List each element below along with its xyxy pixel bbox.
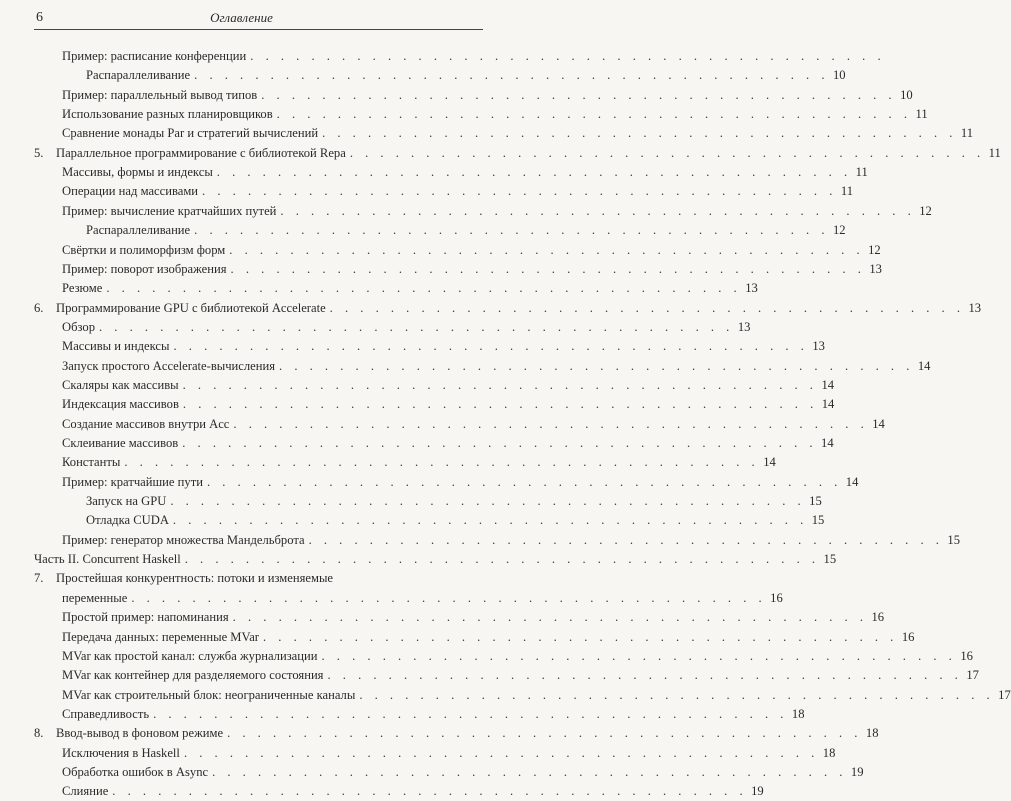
dot-leader: . . . . . . . . . . . . . . . . . . . . . . . . . . . . . . . . . . . . . . . . . .	[227, 726, 862, 741]
page-ref: 18	[822, 745, 836, 760]
entry-title: Часть II. Concurrent Haskell	[34, 552, 181, 567]
dot-leader: . . . . . . . . . . . . . . . . . . . . . . . . . . . . . . . . . . . . . . . . . .	[99, 319, 734, 334]
page-ref: 16	[770, 590, 783, 605]
toc-entry	[62, 530, 960, 550]
dot-leader: . . . . . . . . . . . . . . . . . . . . . . . . . . . . . . . . . . . . . . . . . .	[182, 397, 818, 412]
entry-title: Пример: вычисление кратчайших путей	[62, 203, 277, 218]
page-ref: 13	[812, 339, 825, 354]
entry-title: Свёртки и полиморфизм форм	[62, 242, 226, 257]
toc-entry	[62, 104, 928, 124]
entry-title: Справедливость	[62, 706, 150, 721]
toc-entry	[62, 317, 751, 337]
toc-entry	[62, 607, 885, 627]
toc-entry	[62, 85, 913, 105]
toc-entry	[62, 259, 882, 279]
page-ref: 16	[960, 648, 973, 663]
dot-leader: . . . . . . . . . . . . . . . . . . . . . . . . . . . . . . . . . . . . . . . . . .	[153, 706, 788, 721]
entry-title: Сравнение монады Par и стратегий вычислений	[62, 126, 319, 141]
page-ref: 17	[966, 668, 979, 683]
chapter-number: 5.	[34, 145, 44, 160]
header-rule	[34, 29, 483, 30]
entry-title: Создание массивов внутри Acc	[62, 416, 230, 431]
page-ref: 19	[751, 784, 764, 799]
entry-title: Обзор	[62, 319, 95, 334]
page-ref: 14	[763, 455, 776, 470]
dot-leader: . . . . . . . . . . . . . . . . . . . . . . . . . . . . . . . . . . . . . . . . . .	[229, 242, 865, 257]
dot-leader: . . . . . . . . . . . . . . . . . . . . . . . . . . . . . . . . . . . . . . . . . .	[216, 165, 852, 180]
dot-leader: . . . . . . . . . . . . . . . . . . . . . . . . . . . . . . . . . . . . . . . . . .	[194, 223, 829, 238]
dot-leader: . . . . . . . . . . . . . . . . . . . . . . . . . . . . . . . . . . . . . . . . . .	[250, 49, 886, 63]
dot-leader: . . . . . . . . . . . . . . . . . . . . . . . . . . . . . . . . . . . . . . . . . .	[182, 436, 818, 450]
dot-leader: . . . . . . . . . . . . . . . . . . . . . . . . . . . . . . . . . . . . . . . . . .	[261, 87, 897, 102]
toc-entry	[62, 781, 764, 801]
page-ref: 14	[845, 474, 859, 489]
toc-chapter-entry	[34, 723, 879, 743]
page-ref: 19	[850, 764, 864, 779]
chapter-number: 7.	[34, 571, 44, 586]
dot-leader: . . . . . . . . . . . . . . . . . . . . . . . . . . . . . . . . . . . . . . . . . .	[183, 745, 819, 760]
entry-title: Слияние	[62, 784, 109, 799]
toc-chapter-entry	[34, 568, 483, 588]
toc-entry	[62, 627, 915, 647]
entry-title: Пример: кратчайшие пути	[62, 474, 203, 489]
page-ref: 12	[832, 223, 846, 238]
entry-title: Ввод-вывод в фоновом режиме	[56, 726, 224, 741]
toc-entry	[62, 278, 758, 298]
dot-leader: . . . . . . . . . . . . . . . . . . . . . . . . . . . . . . . . . . . . . . . . . .	[206, 474, 842, 489]
toc-entry	[62, 336, 825, 356]
dot-leader: . . . . . . . . . . . . . . . . . . . . . . . . . . . . . . . . . . . . . . . . . .	[170, 494, 806, 509]
entry-title: MVar как простой канал: служба журнализации	[62, 648, 318, 663]
entry-title: Пример: расписание конференции	[62, 49, 247, 63]
toc-entry	[86, 220, 846, 240]
page-ref: 13	[869, 261, 882, 276]
page-ref: 13	[745, 281, 758, 296]
dot-leader: . . . . . . . . . . . . . . . . . . . . . . . . . . . . . . . . . . . . . . . . . .	[182, 377, 818, 392]
entry-title: Константы	[62, 455, 121, 470]
dot-leader: . . . . . . . . . . . . . . . . . . . . . . . . . . . . . . . . . . . . . . . . . .	[232, 610, 868, 625]
page-ref: 15	[947, 532, 960, 547]
dot-leader: . . . . . . . . . . . . . . . . . . . . . . . . . . . . . . . . . . . . . . . . . .	[359, 687, 995, 702]
page-ref: 15	[823, 552, 837, 567]
dot-leader: . . . . . . . . . . . . . . . . . . . . . . . . . . . . . . . . . . . . . . . . . .	[184, 552, 820, 567]
page-ref: 10	[832, 68, 846, 83]
chapter-number: 8.	[34, 726, 44, 741]
page-ref: 14	[821, 397, 835, 412]
dot-leader: . . . . . . . . . . . . . . . . . . . . . . . . . . . . . . . . . . . . . . . . . .	[321, 648, 957, 663]
toc-entry	[62, 704, 805, 724]
entry-title: Простейшая конкурентность: потоки и изменяемые	[56, 571, 334, 586]
entry-title: Передача данных: переменные MVar	[62, 629, 259, 644]
toc-entry	[62, 452, 776, 472]
toc-chapter-entry	[34, 298, 982, 318]
toc-entry	[62, 646, 973, 666]
page-ref: 14	[821, 436, 834, 450]
toc-entry	[62, 181, 854, 201]
entry-title: Индексация массивов	[62, 397, 179, 412]
toc-entry	[62, 685, 1011, 705]
page-number: 6	[36, 10, 43, 25]
chapter-number: 6.	[34, 300, 44, 315]
entry-title: Программирование GPU с библиотекой Accelerate	[56, 300, 326, 315]
toc-entry	[62, 743, 836, 763]
toc-entry	[62, 162, 868, 182]
toc-entry	[62, 433, 834, 453]
dot-leader: . . . . . . . . . . . . . . . . . . . . . . . . . . . . . . . . . . . . . . . . . .	[276, 107, 912, 122]
entry-title: Пример: поворот изображения	[62, 261, 227, 276]
toc-entry	[62, 201, 932, 221]
page-ref: 11	[960, 126, 974, 141]
dot-leader: . . . . . . . . . . . . . . . . . . . . . . . . . . . . . . . . . . . . . . . . . .	[173, 339, 809, 354]
page-ref: 11	[915, 107, 928, 122]
dot-leader: . . . . . . . . . . . . . . . . . . . . . . . . . . . . . . . . . . . . . . . . . .	[172, 513, 808, 528]
entry-title: Скаляры как массивы	[62, 377, 179, 392]
entry-title: Склеивание массивов	[62, 436, 179, 450]
page-ref: 14	[917, 358, 931, 373]
toc-entry	[62, 472, 859, 492]
toc-chapter-entry	[34, 143, 1001, 163]
page-ref: 11	[855, 165, 868, 180]
page-ref: 10	[900, 87, 913, 102]
entry-title: Распараллеливание	[86, 68, 191, 83]
dot-leader: . . . . . . . . . . . . . . . . . . . . . . . . . . . . . . . . . . . . . . . . . .	[212, 764, 847, 779]
dot-leader: . . . . . . . . . . . . . . . . . . . . . . . . . . . . . . . . . . . . . . . . . .	[106, 281, 742, 296]
toc-entry	[62, 665, 979, 685]
dot-leader: . . . . . . . . . . . . . . . . . . . . . . . . . . . . . . . . . . . . . . . . . .	[112, 784, 748, 799]
dot-leader: . . . . . . . . . . . . . . . . . . . . . . . . . . . . . . . . . . . . . . . . . .	[280, 203, 916, 218]
dot-leader: . . . . . . . . . . . . . . . . . . . . . . . . . . . . . . . . . . . . . . . . . .	[322, 126, 957, 141]
toc-entry	[86, 510, 825, 530]
page-ref: 13	[737, 319, 751, 334]
entry-title: Обработка ошибок в Async	[62, 764, 209, 779]
toc-entry	[62, 123, 974, 143]
entry-title: MVar как строительный блок: неограниченные каналы	[62, 687, 356, 702]
page-ref: 17	[998, 687, 1011, 702]
dot-leader: . . . . . . . . . . . . . . . . . . . . . . . . . . . . . . . . . . . . . . . . . .	[194, 68, 829, 83]
toc-part-heading	[34, 549, 837, 569]
dot-leader: . . . . . . . . . . . . . . . . . . . . . . . . . . . . . . . . . . . . . . . . . .	[202, 184, 837, 199]
page-ref: 11	[988, 145, 1001, 160]
page-ref: 15	[811, 513, 825, 528]
toc-entry	[62, 394, 835, 414]
dot-leader: . . . . . . . . . . . . . . . . . . . . . . . . . . . . . . . . . . . . . . . . . .	[308, 532, 944, 547]
toc-entry	[62, 414, 885, 434]
dot-leader: . . . . . . . . . . . . . . . . . . . . . . . . . . . . . . . . . . . . . . . . . .	[329, 300, 965, 315]
page-ref: 14	[872, 416, 885, 431]
entry-title: MVar как контейнер для разделяемого состояния	[62, 668, 324, 683]
dot-leader: . . . . . . . . . . . . . . . . . . . . . . . . . . . . . . . . . . . . . . . . . .	[279, 358, 914, 373]
toc-entry	[62, 356, 931, 376]
toc-entry	[62, 240, 881, 260]
dot-leader: . . . . . . . . . . . . . . . . . . . . . . . . . . . . . . . . . . . . . . . . . .	[263, 629, 898, 644]
entry-title: Отладка CUDA	[86, 513, 169, 528]
entry-title: Распараллеливание	[86, 223, 191, 238]
dot-leader: . . . . . . . . . . . . . . . . . . . . . . . . . . . . . . . . . . . . . . . . . .	[124, 455, 760, 470]
entry-title: Параллельное программирование с библиотекой Repa	[56, 145, 346, 160]
entry-title: Запуск на GPU	[86, 494, 167, 509]
dot-leader: . . . . . . . . . . . . . . . . . . . . . . . . . . . . . . . . . . . . . . . . . .	[230, 261, 866, 276]
toc-entry	[62, 588, 783, 608]
dot-leader: . . . . . . . . . . . . . . . . . . . . . . . . . . . . . . . . . . . . . . . . . .	[327, 668, 963, 683]
page-ref: 12	[868, 242, 881, 257]
toc-entry	[62, 375, 835, 395]
toc-entry	[62, 762, 864, 782]
entry-title: Резюме	[62, 281, 103, 296]
entry-title: Запуск простого Accelerate-вычисления	[62, 358, 276, 373]
page-ref: 16	[901, 629, 915, 644]
entry-title: Массивы и индексы	[62, 339, 170, 354]
page-ref: 12	[919, 203, 932, 218]
page-ref: 11	[840, 184, 854, 199]
dot-leader: . . . . . . . . . . . . . . . . . . . . . . . . . . . . . . . . . . . . . . . . . .	[131, 590, 767, 605]
entry-title: переменные	[62, 590, 128, 605]
page-ref: 14	[821, 377, 835, 392]
dot-leader: . . . . . . . . . . . . . . . . . . . . . . . . . . . . . . . . . . . . . . . . . .	[233, 416, 869, 431]
entry-title: Пример: параллельный вывод типов	[62, 87, 258, 102]
toc-entry	[62, 46, 886, 66]
toc-entry	[86, 491, 822, 511]
entry-title: Массивы, формы и индексы	[62, 165, 213, 180]
page-ref: 16	[871, 610, 885, 625]
page-ref: 15	[809, 494, 822, 509]
entry-title: Исключения в Haskell	[62, 745, 180, 760]
entry-title: Операции над массивами	[62, 184, 199, 199]
entry-title: Простой пример: напоминания	[62, 610, 229, 625]
toc-entry	[86, 65, 846, 85]
running-title: Оглавление	[210, 10, 273, 25]
dot-leader: . . . . . . . . . . . . . . . . . . . . . . . . . . . . . . . . . . . . . . . . . .	[349, 145, 985, 160]
page-ref: 18	[791, 706, 805, 721]
entry-title: Использование разных планировщиков	[62, 107, 273, 122]
page-ref: 13	[968, 300, 982, 315]
page-ref: 18	[865, 726, 879, 741]
entry-title: Пример: генератор множества Мандельброта	[62, 532, 305, 547]
